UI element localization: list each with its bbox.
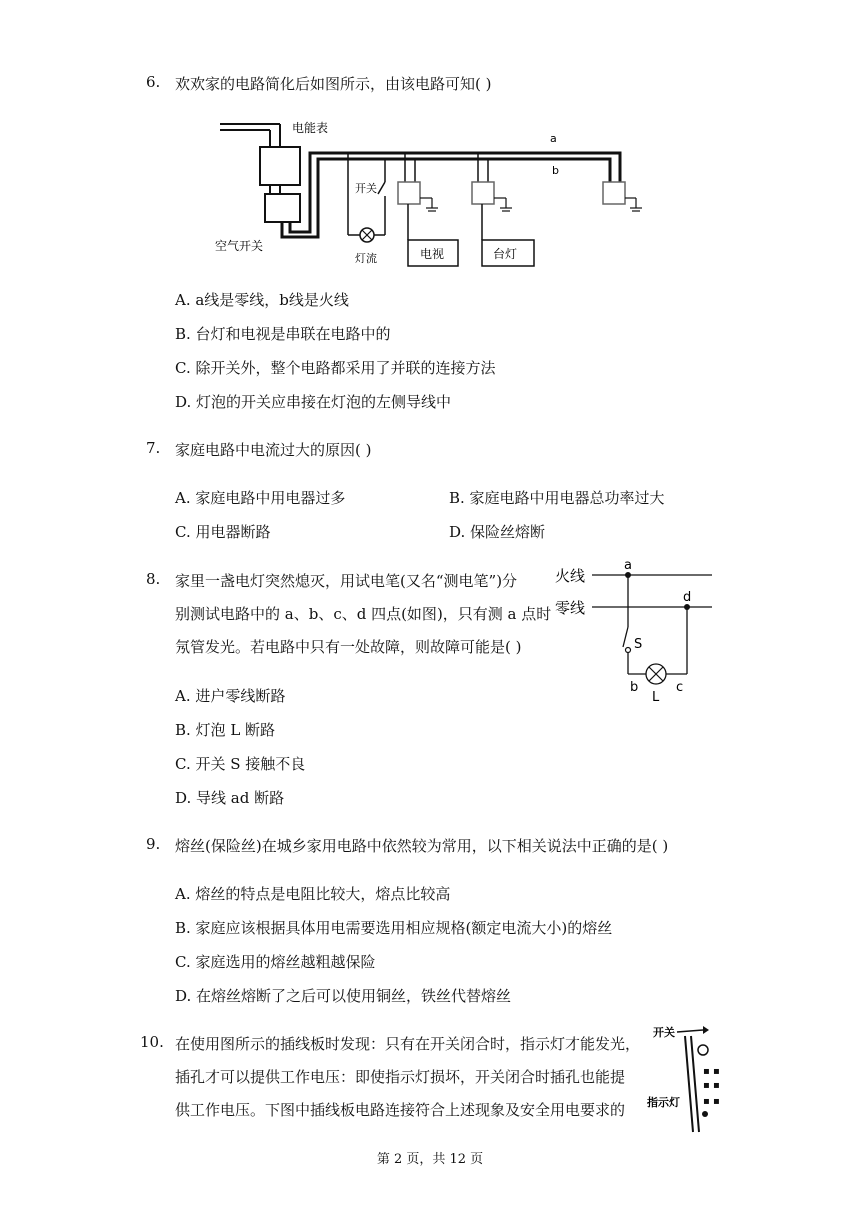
svg-text:▪ ▪: ▪ ▪ [703,1066,720,1077]
point-b-label: b [630,680,639,695]
q7-option-d: D. 保险丝熔断 [449,523,546,541]
q9-option-d: D. 在熔丝熔断了之后可以使用铜丝，铁丝代替熔丝 [175,987,512,1005]
tv-label: 电视 [420,247,445,261]
q8-option-b: B. 灯泡 L 断路 [175,721,276,739]
q7-option-b: B. 家庭电路中用电器总功率过大 [449,489,665,507]
desk-lamp-label: 台灯 [493,247,518,261]
socket-2-icon [472,182,494,204]
q8-circuit-figure [550,557,720,707]
strip-switch-icon [698,1045,708,1055]
svg-text:▪ ▪: ▪ ▪ [703,1080,720,1091]
lamp-label: 灯流 [355,252,377,265]
socket-3-icon [603,182,625,204]
q6-option-a: A. a线是零线，b线是火线 [175,291,349,309]
q9-number: 9. [146,835,161,853]
q9-option-c: C. 家庭选用的熔丝越粗越保险 [175,953,376,971]
q9-option-a: A. 熔丝的特点是电阻比较大，熔点比较高 [175,885,451,903]
q6-circuit-figure [210,112,650,277]
page-footer: 第 2 页，共 12 页 [376,1152,484,1167]
q7-option-c: C. 用电器断路 [175,523,271,541]
q10-number: 10. [140,1033,164,1051]
point-d-label: d [683,590,692,605]
q6-option-b: B. 台灯和电视是串联在电路中的 [175,325,391,343]
q10-stem-line-3: 供工作电压。下图中插线板电路连接符合上述现象及安全用电要求的 [175,1101,626,1119]
q9-option-b: B. 家庭应该根据具体用电需要选用相应规格(额定电流大小)的熔丝 [175,919,613,937]
q8-option-c: C. 开关 S 接触不良 [175,755,306,773]
q8-number: 8. [146,570,161,588]
q8-option-a: A. 进户零线断路 [175,687,286,705]
svg-text:▪ ▪: ▪ ▪ [703,1096,720,1107]
socket-1-icon [398,182,420,204]
q6-option-d: D. 灯泡的开关应串接在灯泡的左侧导线中 [175,393,452,411]
strip-switch-label: 开关 [653,1026,675,1039]
q7-number: 7. [146,439,161,457]
q6-stem: 欢欢家的电路简化后如图所示，由该电路可知( ) [175,75,492,93]
q10-stem-line-2: 插孔才可以提供工作电压：即使指示灯损坏，开关闭合时插孔也能提 [175,1068,626,1086]
q10-stem-line-1: 在使用图所示的插线板时发现：只有在开关闭合时，指示灯才能发光， [175,1035,641,1053]
q8-stem-line-3: 氖管发光。若电路中只有一处故障，则故障可能是( ) [175,638,522,656]
switch-label: 开关 [355,182,377,195]
air-switch-label: 空气开关 [215,239,264,253]
switch-s-label: S [634,637,643,652]
neutral-wire-label: 零线 [555,599,586,617]
q7-option-a: A. 家庭电路中用电器过多 [175,489,346,507]
q6-number: 6. [146,73,161,91]
live-wire-label: 火线 [555,567,586,585]
point-c-label: c [676,680,684,695]
line-a-label: a [550,132,557,145]
point-a-label: a [624,558,632,573]
q7-stem: 家庭电路中电流过大的原因( ) [175,441,372,459]
meter-label: 电能表 [292,121,329,135]
line-b-label: b [552,164,559,177]
q10-power-strip-figure [645,1022,725,1134]
switch-s-icon [623,627,628,647]
strip-indicator-label: 指示灯 [647,1096,680,1109]
q8-stem-line-2: 别测试电路中的 a、b、c、d 四点(如图)，只有测 a 点时 [175,605,552,623]
q9-stem: 熔丝(保险丝)在城乡家用电路中依然较为常用，以下相关说法中正确的是( ) [175,837,669,855]
q6-option-c: C. 除开关外，整个电路都采用了并联的连接方法 [175,359,496,377]
bulb-l-label: L [652,690,660,705]
indicator-lamp-icon [702,1111,708,1117]
q8-option-d: D. 导线 ad 断路 [175,789,285,807]
q8-stem-line-1: 家里一盏电灯突然熄灭，用试电笔(又名“测电笔”)分 [175,572,518,590]
